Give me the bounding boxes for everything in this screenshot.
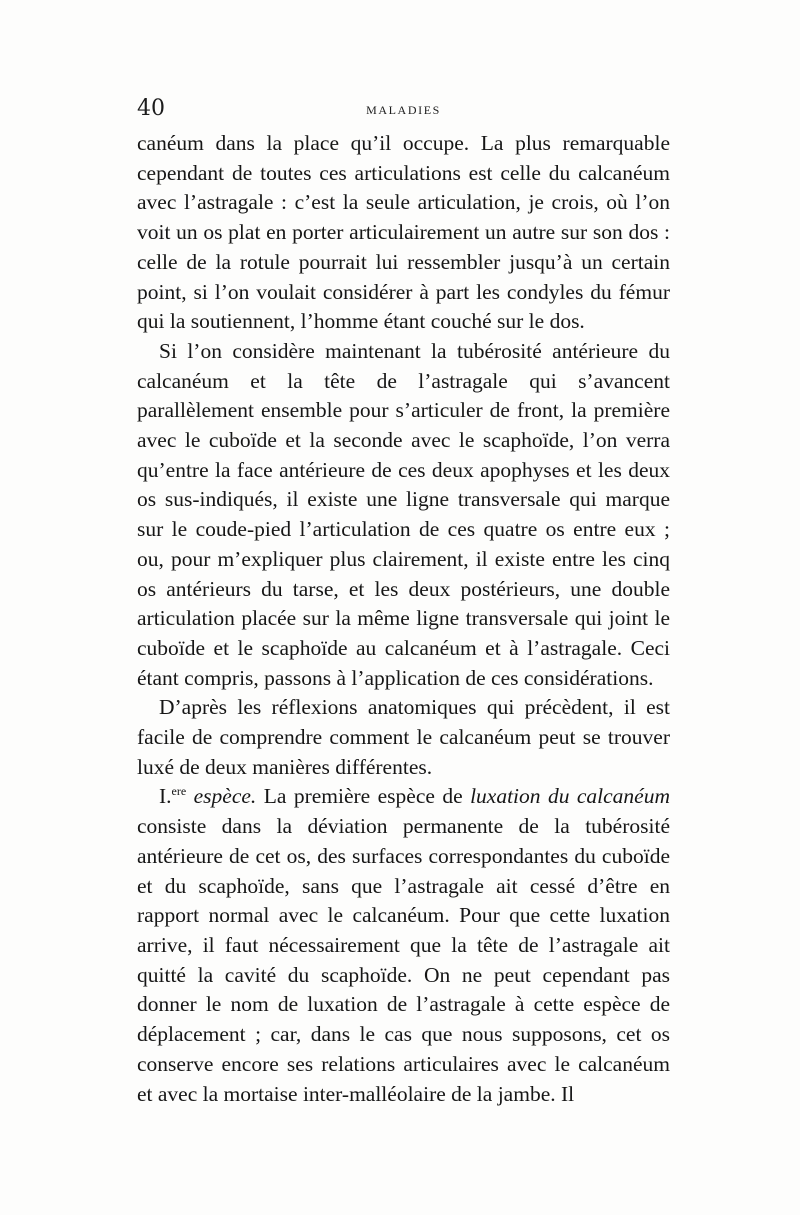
paragraph-2: Si l’on considère maintenant la tubérosité antérieure du calcanéum et la tête de l’astragale qui s’avancent parallèlement ensemble pour s’articuler de front, la première avec le cuboïde et la seconde avec le scaphoïde, l’on verra qu’entre la face antérieure de ces deux apophyses et les deux os sus-indiqués, il existe une ligne transversale qui marque sur le coude-pied l’articulation de ces quatre os entre eux ; ou, pour m’expliquer plus clairement, il existe entre les cinq os antérieurs du tarse, et les deux postérieurs, une double articulation placée sur la même ligne transversale qui joint le cuboïde et le scaphoïde au calcanéum et à l’astragale. Ceci étant compris, passons à l’application de ces considérations. xyxy=(137,338,670,690)
paragraph-4-part-b: consiste dans la déviation permanente de la tubérosité antérieure de cet os, des surfaces correspondantes du cuboïde et du scaphoïde, sans que l’astragale ait cessé d’être en rapport normal avec le calcanéum. Pour que cette luxation arrive, il faut nécessairement que la tête de l’astragale ait quitté la cavité du scaphoïde. On ne peut cependant pas donner le nom de luxation de l’astragale à cette espèce de déplacement ; car, dans le cas que nous supposons, cet os conserve encore ses relations articulaires avec le calcanéum et avec la mortaise inter-malléolaire de la jambe. Il xyxy=(137,814,670,1106)
page-number: 40 xyxy=(137,96,165,121)
paragraph-4 xyxy=(137,782,670,1109)
species-number: I. xyxy=(159,784,172,809)
paragraph-4-part-a: La première espèce de xyxy=(263,784,463,809)
paragraph-1: canéum dans la place qu’il occupe. La plus remarquable cependant de toutes ces articulations est celle du calcanéum avec l’astragale : c’est la seule articulation, je crois, où l’on voit un os plat en porter articulairement un autre sur son dos : celle de la rotule pourrait lui ressembler jusqu’à un certain point, si l’on voulait considérer à part les condyles du fémur qui la soutiennent, l’homme étant couché sur le dos. xyxy=(137,131,670,334)
body-text xyxy=(137,129,670,1109)
running-head: MALADIES xyxy=(366,103,441,117)
page-header xyxy=(137,96,670,126)
paragraph-3: D’après les réflexions anatomiques qui précèdent, il est facile de comprendre comment le calcanéum peut se trouver luxé de deux manières différentes. xyxy=(137,695,670,779)
species-heading: espèce. xyxy=(193,784,257,809)
paragraph-4-italic: luxation du calcanéum xyxy=(470,784,670,809)
species-superscript: ere xyxy=(171,784,187,799)
